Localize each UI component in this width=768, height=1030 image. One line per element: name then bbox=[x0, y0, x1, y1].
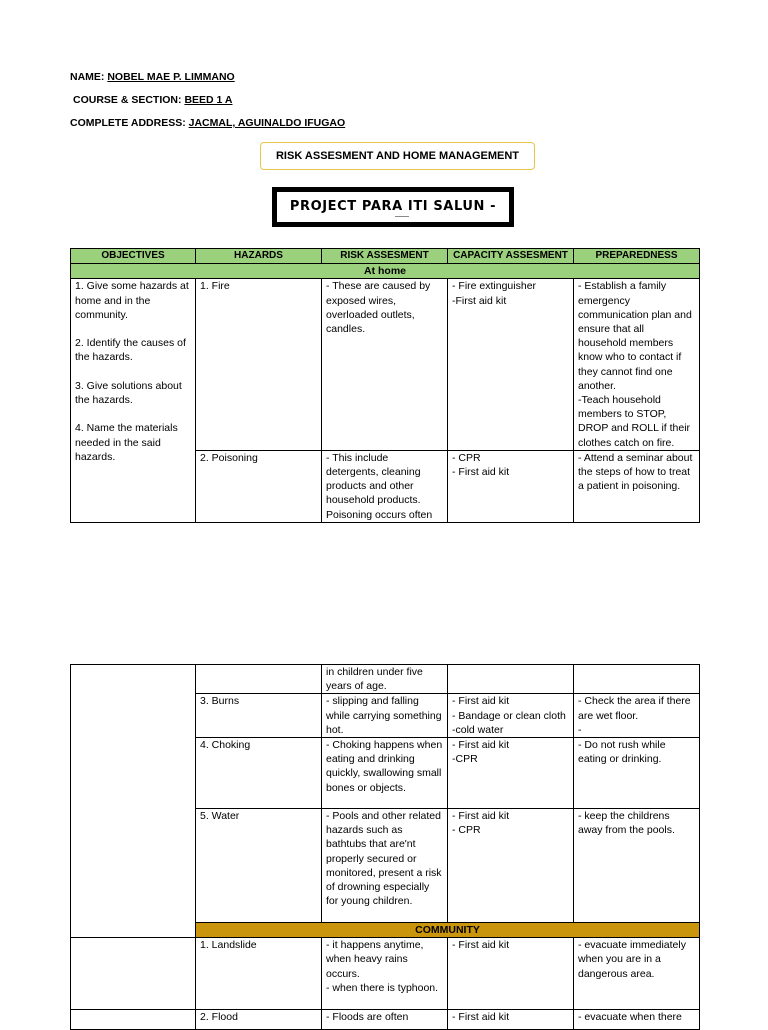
preparedness-cell: - evacuate immediately when you are in a dangerous area. bbox=[574, 938, 700, 1010]
capacity-cell: - First aid kit bbox=[448, 938, 574, 1010]
objectives-cell-continued bbox=[71, 665, 196, 938]
document-title: RISK ASSESMENT AND HOME MANAGEMENT bbox=[260, 142, 535, 170]
course-line bbox=[73, 93, 232, 107]
hazard-cell: 4. Choking bbox=[196, 738, 322, 809]
name-label: NAME: bbox=[70, 71, 105, 83]
preparedness-cell: - Check the area if there are wet floor. - bbox=[574, 694, 700, 738]
table-row bbox=[71, 665, 700, 694]
name-line bbox=[70, 70, 235, 84]
capacity-cell: - First aid kit - Bandage or clean cloth -cold water bbox=[448, 694, 574, 738]
address-line bbox=[70, 116, 345, 130]
name-value: NOBEL MAE P. LIMMANO bbox=[107, 71, 235, 83]
column-header-objectives: OBJECTIVES bbox=[71, 249, 196, 264]
preparedness-cell: - evacuate when there bbox=[574, 1010, 700, 1030]
capacity-cell: - First aid kit - CPR bbox=[448, 809, 574, 923]
section-row-home bbox=[71, 264, 700, 279]
objectives-cell-empty bbox=[71, 1010, 196, 1030]
column-header-risk: RISK ASSESMENT bbox=[322, 249, 448, 264]
course-label: COURSE & SECTION: bbox=[73, 94, 182, 106]
risk-cell: - it happens anytime, when heavy rains occurs. - when there is typhoon. bbox=[322, 938, 448, 1010]
course-value: BEED 1 A bbox=[184, 94, 233, 106]
section-label-community: COMMUNITY bbox=[196, 923, 700, 938]
risk-cell: - Choking happens when eating and drinking quickly, swallowing small bones or objects. bbox=[322, 738, 448, 809]
hazard-cell: 2. Poisoning bbox=[196, 450, 322, 522]
hazard-cell: 2. Flood bbox=[196, 1010, 322, 1030]
column-header-hazards: HAZARDS bbox=[196, 249, 322, 264]
risk-table-page-2 bbox=[70, 664, 700, 1030]
risk-cell: - Floods are often bbox=[322, 1010, 448, 1030]
address-label: COMPLETE ADDRESS: bbox=[70, 117, 186, 129]
table-row bbox=[71, 1010, 700, 1030]
capacity-cell: - Fire extinguisher -First aid kit bbox=[448, 279, 574, 450]
decorative-mark bbox=[395, 216, 409, 217]
project-title: PROJECT PARA ITI SALUN - bbox=[289, 199, 497, 214]
capacity-cell: - First aid kit -CPR bbox=[448, 738, 574, 809]
objectives-cell-empty bbox=[71, 938, 196, 1010]
capacity-cell bbox=[448, 665, 574, 694]
risk-cell: in children under five years of age. bbox=[322, 665, 448, 694]
column-header-preparedness: PREPAREDNESS bbox=[574, 249, 700, 264]
hazard-cell: 5. Water bbox=[196, 809, 322, 923]
address-value: JACMAL, AGUINALDO IFUGAO bbox=[188, 117, 346, 129]
risk-cell: - This include detergents, cleaning products and other household products. Poisoning occurs often bbox=[322, 450, 448, 522]
risk-table-page-1 bbox=[70, 248, 700, 523]
hazard-cell: 3. Burns bbox=[196, 694, 322, 738]
preparedness-cell: - Establish a family emergency communication plan and ensure that all household members know who to contact if they cannot find one another. -Teach household members to STOP, DROP and ROLL if their clothes catch on fire. bbox=[574, 279, 700, 450]
table-header-row bbox=[71, 249, 700, 264]
hazard-cell: 1. Fire bbox=[196, 279, 322, 450]
risk-cell: - slipping and falling while carrying something hot. bbox=[322, 694, 448, 738]
preparedness-cell: - keep the childrens away from the pools. bbox=[574, 809, 700, 923]
preparedness-cell: - Do not rush while eating or drinking. bbox=[574, 738, 700, 809]
risk-cell: - These are caused by exposed wires, overloaded outlets, candles. bbox=[322, 279, 448, 450]
capacity-cell: - First aid kit bbox=[448, 1010, 574, 1030]
capacity-cell: - CPR - First aid kit bbox=[448, 450, 574, 522]
project-title-box bbox=[272, 187, 514, 227]
table-row bbox=[71, 938, 700, 1010]
column-header-capacity: CAPACITY ASSESMENT bbox=[448, 249, 574, 264]
risk-cell: - Pools and other related hazards such as bathtubs that are'nt properly secured or monitored, present a risk of drowning especially for young children. bbox=[322, 809, 448, 923]
preparedness-cell bbox=[574, 665, 700, 694]
table-row bbox=[71, 279, 700, 450]
hazard-cell: 1. Landslide bbox=[196, 938, 322, 1010]
preparedness-cell: - Attend a seminar about the steps of how to treat a patient in poisoning. bbox=[574, 450, 700, 522]
section-label-home: At home bbox=[71, 264, 700, 279]
objectives-cell: 1. Give some hazards at home and in the community. 2. Identify the causes of the hazards. 3. Give solutions about the hazards. 4. Name the materials needed in the said hazards. bbox=[71, 279, 196, 522]
hazard-cell bbox=[196, 665, 322, 694]
